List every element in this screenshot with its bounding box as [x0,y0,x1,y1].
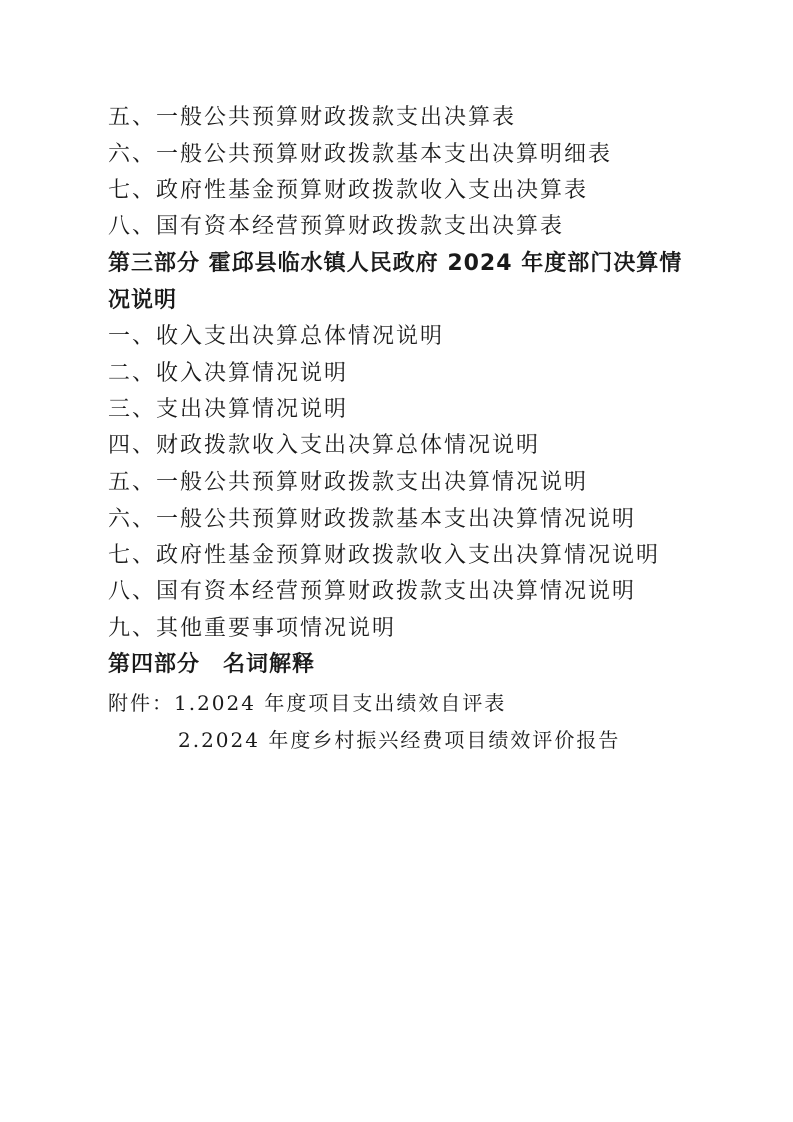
toc-item[interactable]: 九、其他重要事项情况说明 [108,616,397,641]
toc-item[interactable]: 二、收入决算情况说明 [108,361,349,386]
attachment-line-1[interactable]: 附件：1.2024 年度项目支出绩效自评表 [108,691,507,715]
toc-item[interactable]: 一、收入支出决算总体情况说明 [108,324,445,349]
toc-item[interactable]: 七、政府性基金预算财政拨款收入支出决算表 [108,178,589,203]
toc-item[interactable]: 六、一般公共预算财政拨款基本支出决算明细表 [108,142,613,167]
toc-item[interactable]: 七、政府性基金预算财政拨款收入支出决算情况说明 [108,543,661,568]
toc-item[interactable]: 三、支出决算情况说明 [108,397,349,422]
part4-heading[interactable]: 第四部分 名词解释 [108,652,316,677]
attachment-line-2[interactable]: 2.2024 年度乡村振兴经费项目绩效评价报告 [178,728,621,752]
part3-heading-line1[interactable]: 第三部分 霍邱县临水镇人民政府 2024 年度部门决算情 [108,251,683,276]
toc-item[interactable]: 四、财政拨款收入支出决算总体情况说明 [108,433,541,458]
toc-item[interactable]: 五、一般公共预算财政拨款支出决算情况说明 [108,470,589,495]
toc-item[interactable]: 五、一般公共预算财政拨款支出决算表 [108,105,517,130]
toc-item[interactable]: 八、国有资本经营预算财政拨款支出决算表 [108,214,565,239]
toc-item[interactable]: 八、国有资本经营预算财政拨款支出决算情况说明 [108,579,637,604]
part3-heading-line2[interactable]: 况说明 [108,288,178,313]
toc-item[interactable]: 六、一般公共预算财政拨款基本支出决算情况说明 [108,507,637,532]
